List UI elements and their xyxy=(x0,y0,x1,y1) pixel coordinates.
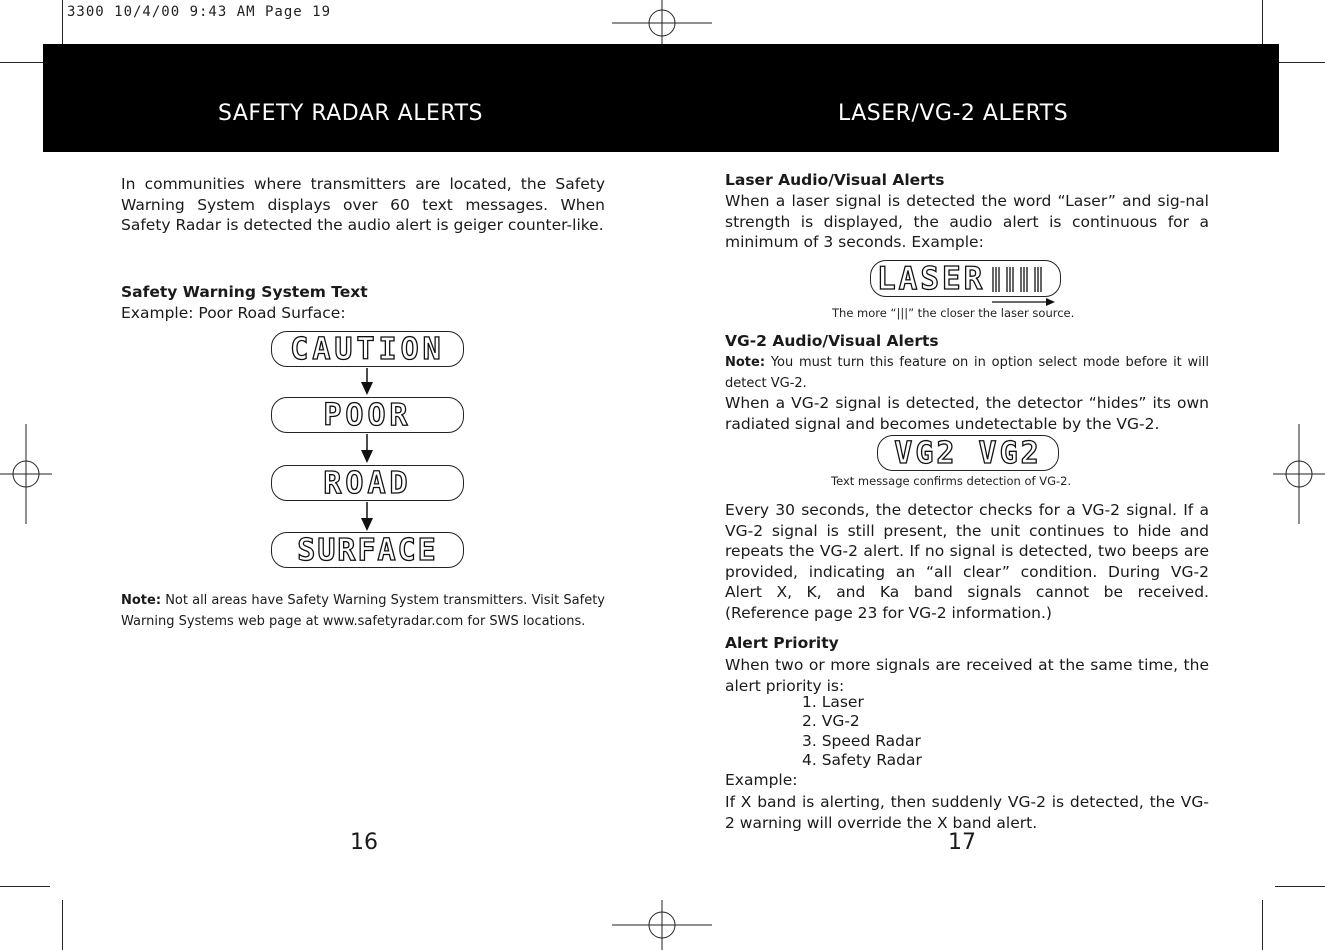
vg2-note xyxy=(725,352,1209,394)
vg2-repeat-text: Every 30 seconds, the detector checks for a VG-2 signal. If a VG-2 signal is still present, the unit continues to hide and repeats the VG-2 alert. If no signal is detected, two beeps are provided, indicating an “all clear” condition. During VG-2 Alert X, K, and Ka band signals cannot be received. (Reference page 23 for VG-2 information.) xyxy=(725,501,1209,622)
vg2-heading: VG-2 Audio/Visual Alerts xyxy=(725,332,939,350)
lcd-text: ROAD xyxy=(323,465,412,501)
priority-item: 4. Safety Radar xyxy=(802,751,922,769)
lcd-display-vg2 xyxy=(877,435,1059,471)
note-text: You must turn this feature on in option select mode before it will detect VG-2. xyxy=(725,355,1209,391)
crop-mark xyxy=(1275,886,1325,887)
lcd-display-road xyxy=(271,465,464,501)
example-label: Example: xyxy=(725,771,798,789)
registration-mark-left xyxy=(0,424,52,524)
header-banner xyxy=(43,44,1279,152)
priority-item: 1. Laser xyxy=(802,693,864,711)
note-label: Note: xyxy=(725,355,766,370)
sws-heading: Safety Warning System Text xyxy=(121,283,368,301)
lcd-text: CAUTION xyxy=(290,331,445,367)
sws-note xyxy=(121,590,605,632)
registration-mark-right xyxy=(1273,424,1325,524)
lcd-display-laser xyxy=(870,260,1061,297)
page-number-left: 16 xyxy=(350,830,378,855)
right-page-title: LASER/VG-2 ALERTS xyxy=(838,101,1069,126)
crop-mark xyxy=(0,886,50,887)
priority-item: 3. Speed Radar xyxy=(802,732,921,750)
note-text: Not all areas have Safety Warning System transmitters. Visit Safety Warning Systems web page at www.safetyradar.com for SWS locations. xyxy=(121,593,605,629)
crop-mark xyxy=(1262,0,1263,44)
crop-mark xyxy=(62,0,63,44)
priority-heading: Alert Priority xyxy=(725,634,839,652)
laser-heading: Laser Audio/Visual Alerts xyxy=(725,171,945,189)
crop-mark xyxy=(62,900,63,950)
lcd-display-poor xyxy=(271,397,464,433)
lcd-text: LASER xyxy=(877,260,986,297)
priority-item: 2. VG-2 xyxy=(802,712,860,730)
lcd-display-surface xyxy=(271,532,464,568)
lcd-display-caution xyxy=(271,331,464,367)
laser-text: When a laser signal is detected the word “Laser” and sig-nal strength is displayed, the audio alert is continuous for a minimum of 3 seconds. Example: xyxy=(725,192,1209,252)
crop-mark xyxy=(1262,900,1263,950)
printer-slug: 3300 10/4/00 9:43 AM Page 19 xyxy=(67,4,332,20)
lcd-text: VG2 VG2 xyxy=(894,435,1042,471)
lcd-text: POOR xyxy=(323,397,412,433)
vg2-text: When a VG-2 signal is detected, the detector “hides” its own radiated signal and becomes undetectable by the VG-2. xyxy=(725,394,1209,433)
arrow-down-icon xyxy=(361,434,373,464)
signal-strength-bars-icon xyxy=(989,264,1051,294)
safety-radar-intro: In communities where transmitters are located, the Safety Warning System displays over 60 text messages. When Safety Radar is detected the audio alert is geiger counter-like. xyxy=(121,175,605,235)
sws-example: Example: Poor Road Surface: xyxy=(121,304,346,322)
arrow-down-icon xyxy=(361,368,373,396)
arrow-down-icon xyxy=(361,502,373,532)
priority-text: When two or more signals are received at the same time, the alert priority is: xyxy=(725,656,1209,695)
left-page-title: SAFETY RADAR ALERTS xyxy=(218,101,483,126)
note-label: Note: xyxy=(121,593,162,608)
lcd-text: SURFACE xyxy=(297,532,438,568)
crop-mark xyxy=(1275,62,1325,63)
registration-mark-top xyxy=(612,0,712,48)
vg2-caption: Text message confirms detection of VG-2. xyxy=(831,474,1072,488)
registration-mark-bottom xyxy=(612,900,712,950)
laser-caption: The more “|||” the closer the laser source. xyxy=(832,306,1075,320)
page-number-right: 17 xyxy=(948,830,976,855)
example-text: If X band is alerting, then suddenly VG-2 is detected, the VG-2 warning will override the X band alert. xyxy=(725,793,1209,832)
